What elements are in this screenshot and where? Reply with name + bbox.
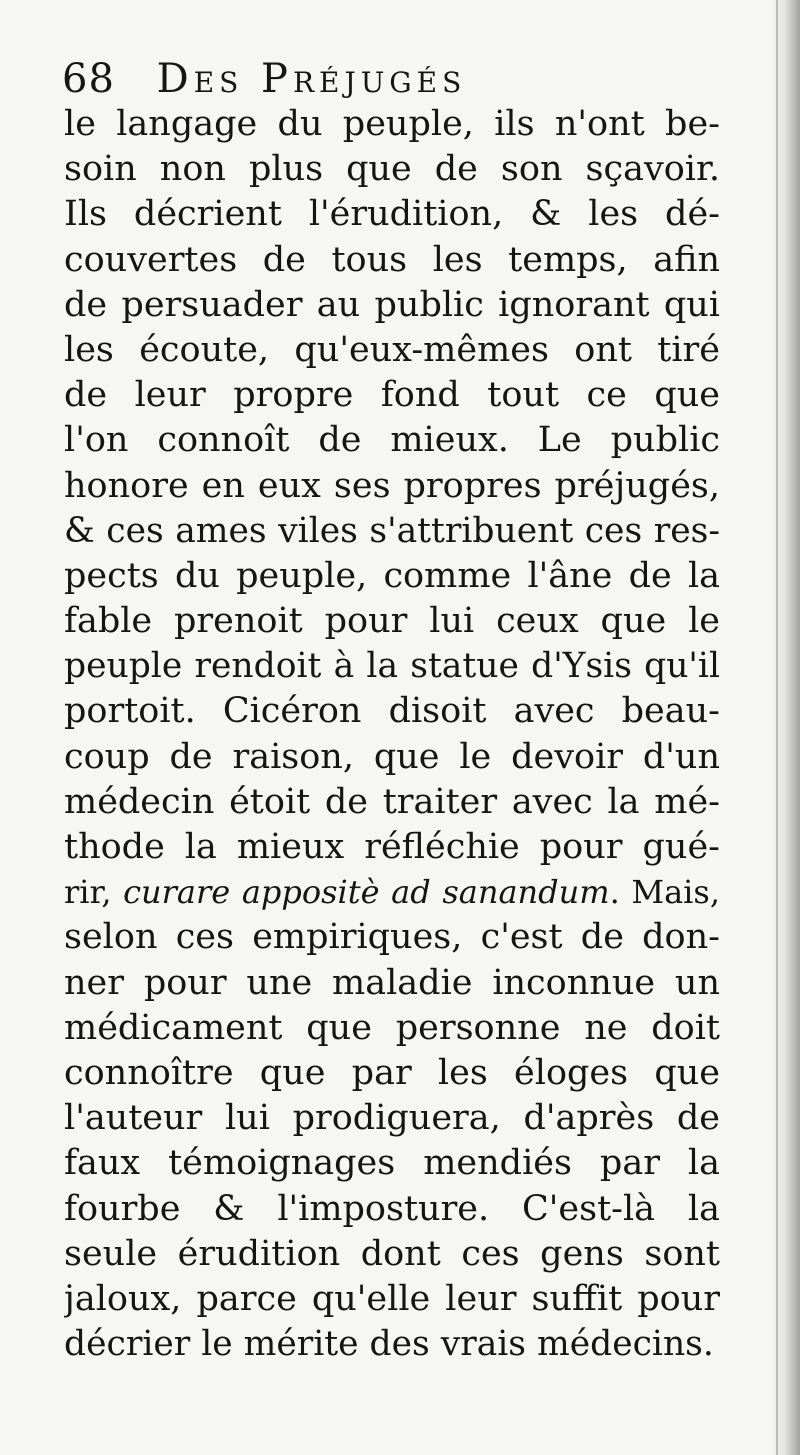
text-line: jaloux, parce qu'elle leur suffit pour — [64, 1278, 720, 1319]
text-line: le langage du peuple, ils n'ont be- — [64, 104, 720, 144]
text-line: seule érudition dont ces gens sont — [64, 1233, 720, 1274]
text-line: faux témoignages mendiés par la — [64, 1143, 720, 1184]
text-line: de leur propre fond tout ce que — [64, 375, 720, 416]
line-segment: rir, — [64, 873, 124, 912]
text-line: peuple rendoit à la statue d'Ysis qu'il — [64, 646, 720, 687]
text-line: & ces ames viles s'attribuent ces res- — [64, 510, 720, 551]
text-line: l'auteur lui prodiguera, d'après de — [64, 1098, 720, 1139]
text-line: fourbe & l'imposture. C'est-là la — [64, 1188, 720, 1229]
text-line: honore en eux ses propres préjugés, — [64, 465, 720, 506]
running-title: Des Préjugés — [156, 56, 467, 102]
text-line: l'on connoît de mieux. Le public — [64, 420, 720, 461]
page-number: 68 — [62, 56, 115, 102]
page-header — [62, 52, 722, 106]
text-line: couvertes de tous les temps, afin — [64, 239, 720, 280]
text-line: ner pour une maladie inconnue un — [64, 962, 720, 1003]
latin-quotation: curare appositè ad sanandum — [123, 873, 610, 912]
body-text — [64, 102, 720, 1367]
text-line: fable prenoit pour lui ceux que le — [64, 601, 720, 642]
text-line-with-italic — [64, 870, 720, 915]
text-line: connoître que par les éloges que — [64, 1052, 720, 1093]
text-line: coup de raison, que le devoir d'un — [64, 736, 720, 777]
page-edge-line — [776, 0, 778, 1455]
text-line: les écoute, qu'eux-mêmes ont tiré — [64, 329, 720, 370]
text-line: décrier le mérite des vrais médecins. — [64, 1324, 714, 1365]
text-line: Ils décrient l'érudition, & les dé- — [64, 194, 720, 235]
text-line: portoit. Cicéron disoit avec beau- — [64, 691, 720, 732]
line-segment: . Mais, — [609, 873, 720, 912]
text-line: soin non plus que de son sçavoir. — [64, 149, 720, 190]
text-line: médecin étoit de traiter avec la mé- — [64, 781, 720, 822]
text-line: médicament que personne ne doit — [64, 1007, 720, 1048]
text-line: de persuader au public ignorant qui — [64, 284, 720, 325]
text-line: thode la mieux réfléchie pour gué- — [64, 827, 720, 867]
text-line: selon ces empiriques, c'est de don- — [64, 917, 720, 958]
text-line: pects du peuple, comme l'âne de la — [64, 555, 720, 596]
page-edge-shadow — [770, 0, 800, 1455]
